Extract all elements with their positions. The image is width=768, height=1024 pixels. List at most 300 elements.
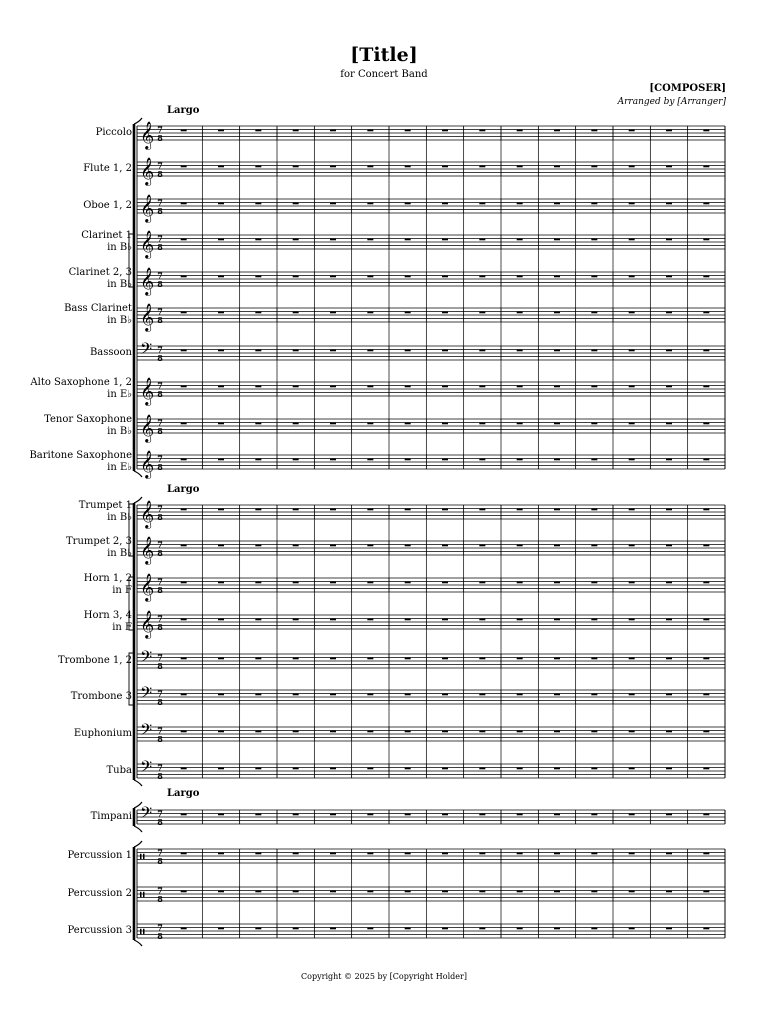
whole-rest bbox=[442, 928, 448, 930]
whole-rest bbox=[255, 545, 261, 547]
whole-rest bbox=[479, 312, 485, 314]
whole-rest bbox=[517, 891, 523, 893]
whole-rest bbox=[666, 694, 672, 696]
whole-rest bbox=[442, 312, 448, 314]
whole-rest bbox=[367, 891, 373, 893]
whole-rest bbox=[666, 312, 672, 314]
whole-rest bbox=[666, 130, 672, 132]
whole-rest bbox=[181, 386, 187, 388]
whole-rest bbox=[666, 545, 672, 547]
whole-rest bbox=[181, 545, 187, 547]
time-signature-denominator: 8 bbox=[157, 734, 163, 744]
whole-rest bbox=[181, 459, 187, 461]
whole-rest bbox=[629, 928, 635, 930]
time-signature-numerator: 7 bbox=[157, 922, 163, 933]
treble-clef-icon: 𝄞 bbox=[140, 377, 155, 405]
whole-rest bbox=[666, 928, 672, 930]
whole-rest bbox=[442, 853, 448, 855]
whole-rest bbox=[703, 582, 709, 584]
whole-rest bbox=[367, 166, 373, 168]
time-signature-denominator: 8 bbox=[157, 817, 163, 827]
whole-rest bbox=[218, 203, 224, 205]
whole-rest bbox=[367, 582, 373, 584]
whole-rest bbox=[554, 239, 560, 241]
instrument-transposition: in B♭ bbox=[107, 426, 132, 437]
whole-rest bbox=[442, 814, 448, 816]
whole-rest bbox=[218, 853, 224, 855]
whole-rest bbox=[293, 166, 299, 168]
whole-rest bbox=[591, 582, 597, 584]
time-signature-numerator: 7 bbox=[157, 124, 163, 135]
whole-rest bbox=[517, 350, 523, 352]
whole-rest bbox=[218, 731, 224, 733]
whole-rest bbox=[405, 203, 411, 205]
whole-rest bbox=[442, 582, 448, 584]
whole-rest bbox=[330, 891, 336, 893]
whole-rest bbox=[554, 731, 560, 733]
whole-rest bbox=[629, 239, 635, 241]
whole-rest bbox=[293, 619, 299, 621]
whole-rest bbox=[218, 166, 224, 168]
whole-rest bbox=[293, 312, 299, 314]
whole-rest bbox=[218, 386, 224, 388]
whole-rest bbox=[367, 694, 373, 696]
whole-rest bbox=[293, 130, 299, 132]
bass-clef-icon: 𝄢 bbox=[140, 684, 153, 706]
bass-clef-icon: 𝄢 bbox=[140, 758, 153, 780]
whole-rest bbox=[479, 853, 485, 855]
whole-rest bbox=[367, 928, 373, 930]
whole-rest bbox=[479, 459, 485, 461]
whole-rest bbox=[218, 658, 224, 660]
sub-bracket bbox=[129, 577, 133, 630]
time-signature-denominator: 8 bbox=[157, 242, 163, 252]
whole-rest bbox=[293, 239, 299, 241]
whole-rest bbox=[255, 853, 261, 855]
whole-rest bbox=[591, 459, 597, 461]
whole-rest bbox=[666, 814, 672, 816]
whole-rest bbox=[293, 928, 299, 930]
whole-rest bbox=[703, 130, 709, 132]
time-signature-denominator: 8 bbox=[157, 389, 163, 399]
whole-rest bbox=[442, 509, 448, 511]
whole-rest bbox=[367, 276, 373, 278]
whole-rest bbox=[591, 928, 597, 930]
instrument-name: Horn 3, 4 bbox=[83, 610, 132, 621]
whole-rest bbox=[405, 928, 411, 930]
whole-rest bbox=[591, 239, 597, 241]
whole-rest bbox=[181, 203, 187, 205]
whole-rest bbox=[218, 130, 224, 132]
whole-rest bbox=[405, 619, 411, 621]
whole-rest bbox=[517, 731, 523, 733]
treble-clef-icon: 𝄞 bbox=[140, 610, 155, 638]
whole-rest bbox=[666, 853, 672, 855]
whole-rest bbox=[181, 731, 187, 733]
instrument-name: Trumpet 2, 3 bbox=[66, 536, 132, 547]
whole-rest bbox=[218, 768, 224, 770]
whole-rest bbox=[255, 928, 261, 930]
whole-rest bbox=[703, 853, 709, 855]
whole-rest bbox=[367, 459, 373, 461]
whole-rest bbox=[479, 619, 485, 621]
time-signature-numerator: 7 bbox=[157, 270, 163, 281]
instrument-name: Trombone 1, 2 bbox=[58, 655, 132, 666]
whole-rest bbox=[517, 619, 523, 621]
whole-rest bbox=[703, 768, 709, 770]
time-signature-denominator: 8 bbox=[157, 697, 163, 707]
whole-rest bbox=[181, 891, 187, 893]
instrument-name: Baritone Saxophone bbox=[29, 450, 132, 461]
arranger-credit: Arranged by [Arranger] bbox=[617, 97, 726, 107]
whole-rest bbox=[703, 891, 709, 893]
whole-rest bbox=[629, 731, 635, 733]
tempo-mark-brass: Largo bbox=[167, 484, 200, 495]
whole-rest bbox=[629, 509, 635, 511]
whole-rest bbox=[666, 619, 672, 621]
whole-rest bbox=[479, 239, 485, 241]
whole-rest bbox=[554, 658, 560, 660]
whole-rest bbox=[703, 814, 709, 816]
whole-rest bbox=[367, 350, 373, 352]
percussion-clef-icon: 𝄥 bbox=[140, 848, 145, 866]
whole-rest bbox=[255, 459, 261, 461]
percussion-clef-icon: 𝄥 bbox=[140, 923, 145, 941]
whole-rest bbox=[293, 658, 299, 660]
whole-rest bbox=[629, 459, 635, 461]
whole-rest bbox=[666, 386, 672, 388]
tempo-mark-woodwinds: Largo bbox=[167, 105, 200, 116]
instrument-transposition: in F bbox=[112, 585, 132, 596]
instrument-name: Percussion 3 bbox=[67, 925, 132, 936]
time-signature-numerator: 7 bbox=[157, 539, 163, 550]
whole-rest bbox=[442, 619, 448, 621]
whole-rest bbox=[405, 166, 411, 168]
tempo-mark-percussion: Largo bbox=[167, 788, 200, 799]
whole-rest bbox=[442, 459, 448, 461]
whole-rest bbox=[293, 694, 299, 696]
whole-rest bbox=[293, 814, 299, 816]
whole-rest bbox=[367, 545, 373, 547]
time-signature-denominator: 8 bbox=[157, 856, 163, 866]
whole-rest bbox=[405, 509, 411, 511]
time-signature-numerator: 7 bbox=[157, 613, 163, 624]
whole-rest bbox=[367, 312, 373, 314]
treble-clef-icon: 𝄞 bbox=[140, 536, 155, 564]
whole-rest bbox=[517, 768, 523, 770]
whole-rest bbox=[218, 312, 224, 314]
whole-rest bbox=[405, 350, 411, 352]
whole-rest bbox=[517, 130, 523, 132]
whole-rest bbox=[405, 768, 411, 770]
whole-rest bbox=[517, 423, 523, 425]
instrument-name: Alto Saxophone 1, 2 bbox=[30, 377, 132, 388]
whole-rest bbox=[479, 694, 485, 696]
treble-clef-icon: 𝄞 bbox=[140, 194, 155, 222]
whole-rest bbox=[181, 853, 187, 855]
time-signature-numerator: 7 bbox=[157, 762, 163, 773]
whole-rest bbox=[255, 582, 261, 584]
whole-rest bbox=[405, 731, 411, 733]
whole-rest bbox=[703, 658, 709, 660]
instrument-transposition: in E♭ bbox=[107, 462, 132, 473]
whole-rest bbox=[703, 694, 709, 696]
whole-rest bbox=[666, 459, 672, 461]
instrument-name: Timpani bbox=[90, 811, 132, 822]
whole-rest bbox=[181, 509, 187, 511]
whole-rest bbox=[442, 276, 448, 278]
whole-rest bbox=[181, 658, 187, 660]
time-signature-denominator: 8 bbox=[157, 622, 163, 632]
whole-rest bbox=[517, 239, 523, 241]
time-signature-numerator: 7 bbox=[157, 380, 163, 391]
instrument-transposition: in B♭ bbox=[107, 242, 132, 253]
whole-rest bbox=[517, 166, 523, 168]
whole-rest bbox=[218, 891, 224, 893]
time-signature-denominator: 8 bbox=[157, 426, 163, 436]
whole-rest bbox=[330, 166, 336, 168]
whole-rest bbox=[517, 276, 523, 278]
whole-rest bbox=[591, 166, 597, 168]
treble-clef-icon: 𝄞 bbox=[140, 230, 155, 258]
instrument-transposition: in F bbox=[112, 622, 132, 633]
whole-rest bbox=[666, 239, 672, 241]
whole-rest bbox=[181, 694, 187, 696]
whole-rest bbox=[517, 509, 523, 511]
whole-rest bbox=[591, 509, 597, 511]
whole-rest bbox=[367, 509, 373, 511]
whole-rest bbox=[181, 814, 187, 816]
treble-clef-icon: 𝄞 bbox=[140, 450, 155, 478]
whole-rest bbox=[591, 731, 597, 733]
whole-rest bbox=[554, 203, 560, 205]
whole-rest bbox=[181, 928, 187, 930]
whole-rest bbox=[554, 459, 560, 461]
whole-rest bbox=[666, 350, 672, 352]
whole-rest bbox=[703, 203, 709, 205]
whole-rest bbox=[330, 694, 336, 696]
whole-rest bbox=[517, 853, 523, 855]
whole-rest bbox=[405, 130, 411, 132]
whole-rest bbox=[591, 130, 597, 132]
whole-rest bbox=[293, 731, 299, 733]
whole-rest bbox=[367, 731, 373, 733]
time-signature-denominator: 8 bbox=[157, 133, 163, 143]
whole-rest bbox=[255, 276, 261, 278]
whole-rest bbox=[703, 276, 709, 278]
whole-rest bbox=[591, 658, 597, 660]
instrument-transposition: in B♭ bbox=[107, 315, 132, 326]
treble-clef-icon: 𝄞 bbox=[140, 414, 155, 442]
whole-rest bbox=[554, 891, 560, 893]
whole-rest bbox=[442, 239, 448, 241]
time-signature-numerator: 7 bbox=[157, 652, 163, 663]
whole-rest bbox=[218, 545, 224, 547]
time-signature-denominator: 8 bbox=[157, 771, 163, 781]
whole-rest bbox=[367, 658, 373, 660]
instrument-name: Oboe 1, 2 bbox=[83, 200, 132, 211]
whole-rest bbox=[181, 239, 187, 241]
whole-rest bbox=[330, 276, 336, 278]
whole-rest bbox=[629, 276, 635, 278]
whole-rest bbox=[554, 545, 560, 547]
whole-rest bbox=[703, 731, 709, 733]
whole-rest bbox=[517, 386, 523, 388]
time-signature-denominator: 8 bbox=[157, 462, 163, 472]
whole-rest bbox=[666, 731, 672, 733]
whole-rest bbox=[479, 350, 485, 352]
whole-rest bbox=[181, 423, 187, 425]
composer-credit: [COMPOSER] bbox=[649, 83, 726, 94]
whole-rest bbox=[218, 276, 224, 278]
time-signature-denominator: 8 bbox=[157, 661, 163, 671]
whole-rest bbox=[293, 582, 299, 584]
whole-rest bbox=[330, 203, 336, 205]
whole-rest bbox=[442, 731, 448, 733]
whole-rest bbox=[479, 928, 485, 930]
whole-rest bbox=[591, 814, 597, 816]
whole-rest bbox=[405, 891, 411, 893]
whole-rest bbox=[479, 203, 485, 205]
whole-rest bbox=[442, 423, 448, 425]
instrument-name: Clarinet 1 bbox=[81, 230, 132, 241]
whole-rest bbox=[479, 509, 485, 511]
whole-rest bbox=[442, 658, 448, 660]
instrument-transposition: in B♭ bbox=[107, 512, 132, 523]
whole-rest bbox=[442, 891, 448, 893]
whole-rest bbox=[330, 853, 336, 855]
whole-rest bbox=[479, 423, 485, 425]
time-signature-denominator: 8 bbox=[157, 585, 163, 595]
sub-bracket bbox=[129, 653, 133, 705]
whole-rest bbox=[293, 276, 299, 278]
whole-rest bbox=[666, 891, 672, 893]
whole-rest bbox=[405, 276, 411, 278]
whole-rest bbox=[293, 891, 299, 893]
whole-rest bbox=[629, 619, 635, 621]
whole-rest bbox=[405, 545, 411, 547]
whole-rest bbox=[703, 619, 709, 621]
instrument-name: Trumpet 1 bbox=[78, 500, 132, 511]
whole-rest bbox=[554, 386, 560, 388]
whole-rest bbox=[517, 694, 523, 696]
bracket-bottom-hook bbox=[134, 780, 142, 786]
instrument-transposition: in E♭ bbox=[107, 389, 132, 400]
whole-rest bbox=[666, 658, 672, 660]
whole-rest bbox=[293, 423, 299, 425]
whole-rest bbox=[330, 239, 336, 241]
treble-clef-icon: 𝄞 bbox=[140, 267, 155, 295]
whole-rest bbox=[591, 423, 597, 425]
whole-rest bbox=[554, 928, 560, 930]
whole-rest bbox=[629, 582, 635, 584]
whole-rest bbox=[218, 928, 224, 930]
instrument-name: Horn 1, 2 bbox=[83, 573, 132, 584]
whole-rest bbox=[517, 312, 523, 314]
whole-rest bbox=[479, 386, 485, 388]
whole-rest bbox=[517, 582, 523, 584]
whole-rest bbox=[629, 203, 635, 205]
whole-rest bbox=[442, 166, 448, 168]
instrument-name: Tenor Saxophone bbox=[44, 414, 132, 425]
whole-rest bbox=[181, 312, 187, 314]
whole-rest bbox=[629, 694, 635, 696]
time-signature-denominator: 8 bbox=[157, 353, 163, 363]
whole-rest bbox=[591, 312, 597, 314]
whole-rest bbox=[218, 814, 224, 816]
time-signature-denominator: 8 bbox=[157, 169, 163, 179]
whole-rest bbox=[703, 350, 709, 352]
whole-rest bbox=[255, 768, 261, 770]
whole-rest bbox=[479, 545, 485, 547]
time-signature-numerator: 7 bbox=[157, 160, 163, 171]
whole-rest bbox=[554, 853, 560, 855]
whole-rest bbox=[479, 768, 485, 770]
whole-rest bbox=[218, 509, 224, 511]
whole-rest bbox=[554, 582, 560, 584]
whole-rest bbox=[367, 768, 373, 770]
whole-rest bbox=[181, 582, 187, 584]
whole-rest bbox=[367, 239, 373, 241]
whole-rest bbox=[218, 582, 224, 584]
time-signature-denominator: 8 bbox=[157, 206, 163, 216]
whole-rest bbox=[666, 423, 672, 425]
time-signature-numerator: 7 bbox=[157, 725, 163, 736]
whole-rest bbox=[479, 582, 485, 584]
whole-rest bbox=[629, 768, 635, 770]
whole-rest bbox=[330, 731, 336, 733]
whole-rest bbox=[554, 166, 560, 168]
treble-clef-icon: 𝄞 bbox=[140, 303, 155, 331]
whole-rest bbox=[330, 509, 336, 511]
whole-rest bbox=[629, 814, 635, 816]
whole-rest bbox=[479, 891, 485, 893]
whole-rest bbox=[554, 423, 560, 425]
whole-rest bbox=[442, 386, 448, 388]
whole-rest bbox=[666, 768, 672, 770]
whole-rest bbox=[367, 130, 373, 132]
whole-rest bbox=[255, 350, 261, 352]
instrument-name: Bass Clarinet bbox=[64, 303, 132, 314]
time-signature-numerator: 7 bbox=[157, 453, 163, 464]
whole-rest bbox=[591, 350, 597, 352]
whole-rest bbox=[554, 619, 560, 621]
whole-rest bbox=[442, 545, 448, 547]
whole-rest bbox=[479, 731, 485, 733]
whole-rest bbox=[293, 386, 299, 388]
whole-rest bbox=[181, 130, 187, 132]
whole-rest bbox=[330, 350, 336, 352]
instrument-name: Bassoon bbox=[89, 347, 132, 358]
whole-rest bbox=[255, 312, 261, 314]
sub-bracket bbox=[129, 234, 133, 287]
time-signature-numerator: 7 bbox=[157, 688, 163, 699]
whole-rest bbox=[405, 423, 411, 425]
whole-rest bbox=[218, 423, 224, 425]
instrument-transposition: in B♭ bbox=[107, 548, 132, 559]
whole-rest bbox=[405, 312, 411, 314]
whole-rest bbox=[629, 545, 635, 547]
whole-rest bbox=[591, 694, 597, 696]
whole-rest bbox=[255, 731, 261, 733]
whole-rest bbox=[703, 386, 709, 388]
treble-clef-icon: 𝄞 bbox=[140, 157, 155, 185]
time-signature-denominator: 8 bbox=[157, 931, 163, 941]
whole-rest bbox=[218, 619, 224, 621]
instrument-name: Euphonium bbox=[73, 728, 132, 739]
time-signature-numerator: 7 bbox=[157, 885, 163, 896]
whole-rest bbox=[293, 545, 299, 547]
